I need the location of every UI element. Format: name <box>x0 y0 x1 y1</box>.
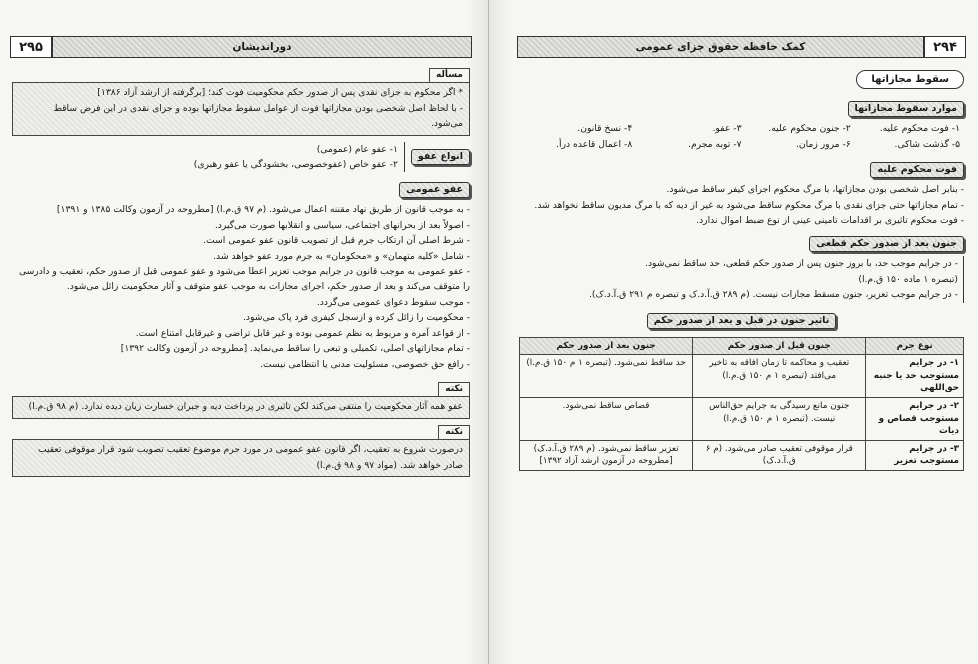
mavared-item-7: ۷- توبه مجرم. <box>688 138 742 150</box>
table-row <box>520 398 964 441</box>
afv-line-1: - به موجب قانون از طریق نهاد مقننه اعمال می‌شود. (م ۹۷ ق.م.ا) [مطروحه در آزمون وکالت ۱۳۸۵ و ۱۳۹۱] <box>56 204 470 216</box>
header-title: کمک حافظه حقوق جزای عمومی <box>517 36 924 58</box>
afv-line-2: - اصولاً بعد از بحرانهای اجتماعی، سیاسی و انقلابها صورت می‌گیرد. <box>214 219 470 231</box>
left-header <box>10 36 472 58</box>
masale-label: مسأله <box>429 68 470 82</box>
jonun-line-2: (تبصره ۱ ماده ۱۵۰ ق.م.ا) <box>858 273 958 285</box>
table-header-row <box>520 337 964 355</box>
anvae-afv-label: انواع عفو <box>411 149 470 165</box>
nokte1-box <box>12 396 470 418</box>
afv-type-2: ۲- عفو خاص (عفوخصوصی، بخشودگی یا عفو رهبری) <box>193 159 398 171</box>
right-page <box>489 0 978 664</box>
afv-type-1: ۱- عفو عام (عمومی) <box>316 143 398 155</box>
table-cell: حد ساقط نمی‌شود. (تبصره ۱ م ۱۵۰ ق.م.ا) <box>520 355 693 398</box>
afv-omumi-label: عفو عمومی <box>399 182 470 198</box>
mavared-row-1 <box>519 121 964 136</box>
table-header-cell: جنون بعد از صدور حکم <box>520 337 693 355</box>
afv-line-8: - از قواعد آمره و مربوط به نظم عمومی بوده و غیر قابل تراضی و غیرقابل امتناع است. <box>135 327 470 339</box>
nokte1-label: نکته <box>438 382 470 396</box>
header-title: دوراندیشان <box>52 36 472 58</box>
table-cell: تعزیر ساقط نمی‌شود. (م ۲۸۹ ق.آ.د.ک) [مطروحه در آزمون ارشد آزاد ۱۳۹۲] <box>520 440 693 470</box>
afv-line-10: - رافع حق خصوصی، مسئولیت مدنی یا انتظامی نیست. <box>260 358 470 370</box>
masale-line-1: * اگر محکوم به جزای نقدی پس از صدور حکم محکومیت فوت کند؛ [برگرفته از ارشد آزاد ۱۳۸۶] <box>97 87 463 99</box>
afv-line-5: - عفو عمومی به موجب قانون در جرایم موجب تعزیر اعطا می‌شود و عفو عمومی قبل از صدور حکم، تعقیب و دادرسی را متوقف می‌کند و بعد از صدور حکم، اجرای مجازات به موجب عفو متوقف و آثار محکومیت زائل می‌شود. <box>18 266 470 293</box>
nokte2-text: درصورت شروع به تعقیب، اگر قانون عفو عمومی در مورد جرم موضوع تعقیب تصویب شود قرار موقوفی تعقیب صادر خواهد شد. (مواد ۹۷ و ۹۸ ق.م.ا) <box>37 444 463 471</box>
table-cell: ۱- در جرایم مستوجب حد یا جنبه حق‌اللهی <box>866 355 964 398</box>
anvae-afv <box>12 142 470 173</box>
fot-list <box>519 182 964 228</box>
table-cell: تعقیب و محاکمه تا زمان افاقه به تاخیر می‌افتد (تبصره ۱ م ۱۵۰ ق.م.ا) <box>693 355 866 398</box>
chapter-title: سقوط مجازاتها <box>856 70 964 89</box>
mavared-item-2: ۲- جنون محکوم علیه. <box>768 123 851 135</box>
masale-line-2: - با لحاظ اصل شخصی بودن مجازاتها فوت از عوامل سقوط مجازاتها بوده و جزای نقدی در این فرض ساقط می‌شود. <box>53 102 463 130</box>
table-header-cell: نوع جرم <box>866 337 964 355</box>
jonun-line-3: - در جرایم موجب تعزیر، جنون مسقط مجازات نیست. (م ۲۸۹ ق.آ.د.ک و تبصره م ۲۹۱ ق.آ.د.ک). <box>589 289 958 301</box>
mavared-item-6: ۶- مرور زمان. <box>795 138 851 150</box>
afv-line-9: - تمام مجازاتهای اصلی، تکمیلی و تبعی را ساقط می‌نماید. [مطروحه در آزمون وکالت ۱۳۹۲] <box>120 343 470 355</box>
jonun-table <box>519 337 964 471</box>
afv-line-6: - موجب سقوط دعوای عمومی می‌گردد. <box>316 296 470 308</box>
mavared-item-1: ۱- فوت محکوم علیه. <box>879 123 960 135</box>
table-cell: ۲- در جرایم مستوجب قصاص و دیات <box>866 398 964 441</box>
afv-line-4: - شامل «کلیه متهمان» و «محکومان» به جرم مورد عفو خواهد شد. <box>213 250 470 262</box>
mavared-item-8: ۸- اعمال قاعده درأ. <box>556 138 633 150</box>
masale-box <box>12 82 470 135</box>
fot-line-3: - فوت محکوم تاثیری بر اقدامات تامینی عینی از نوع ضبط اموال ندارد. <box>696 215 964 227</box>
page-number: ۲۹۴ <box>924 36 966 58</box>
page-number: ۲۹۵ <box>10 36 52 58</box>
fot-line-2: - تمام مجازاتها حتی جزای نقدی با مرگ محکوم ساقط می‌شود به غیر از دیه که با مرگ مدیون ساقط نخواهد شد. <box>534 199 964 211</box>
table-header-cell: جنون قبل از صدور حکم <box>693 337 866 355</box>
fot-line-1: - بنابر اصل شخصی بودن مجازاتها، با مرگ محکوم اجرای کیفر ساقط می‌شود. <box>666 184 964 196</box>
right-content <box>519 66 964 656</box>
nokte1-text: عفو همه آثار محکومیت را منتفی می‌کند لکن تاثیری در پرداخت دیه و جبران خسارت زیان دیده ندارد. (م ۹۸ ق.م.ا) <box>28 401 463 413</box>
table-cell: جنون مانع رسیدگی به جرایم حق‌الناس نیست. (تبصره ۱ م ۱۵۰ ق.م.ا) <box>693 398 866 441</box>
left-content <box>12 66 470 656</box>
mavared-row-2 <box>519 137 964 152</box>
afv-omumi-list <box>12 202 470 371</box>
fot-label: فوت محکوم علیه <box>870 162 964 178</box>
table-row <box>520 440 964 470</box>
anvae-afv-items <box>194 142 405 173</box>
nokte2-box <box>12 439 470 477</box>
mavared-item-3: ۳- عفو. <box>712 123 742 135</box>
mavared-item-5: ۵- گذشت شاکی. <box>894 138 960 150</box>
table-cell: قصاص ساقط نمی‌شود. <box>520 398 693 441</box>
mavared-item-4: ۴- نسخ قانون. <box>577 123 633 135</box>
jonun-label: جنون بعد از صدور حکم قطعی <box>809 236 964 252</box>
mavared-label: موارد سقوط مجازاتها <box>848 101 964 117</box>
afv-line-3: - شرط اصلی آن ارتکاب جرم قبل از تصویب قانون عفو عمومی است. <box>203 235 470 247</box>
right-header <box>517 36 966 58</box>
table-cell: قرار موقوفی تعقیب صادر می‌شود. (م ۶ ق.آ.د.ک) <box>693 440 866 470</box>
table-row <box>520 355 964 398</box>
jonun-line-1: - در جرایم موجب حد، با بروز جنون پس از صدور حکم قطعی، حد ساقط نمی‌شود. <box>645 258 958 270</box>
afv-line-7: - محکومیت را زائل کرده و ازسجل کیفری فرد پاک می‌شود. <box>243 312 470 324</box>
nokte2-label: نکته <box>438 425 470 439</box>
table-cell: ۳- در جرایم مستوجب تعزیر <box>866 440 964 470</box>
table-title: تاثیر جنون در قبل و بعد از صدور حکم <box>647 313 837 329</box>
jonun-list <box>519 256 964 302</box>
